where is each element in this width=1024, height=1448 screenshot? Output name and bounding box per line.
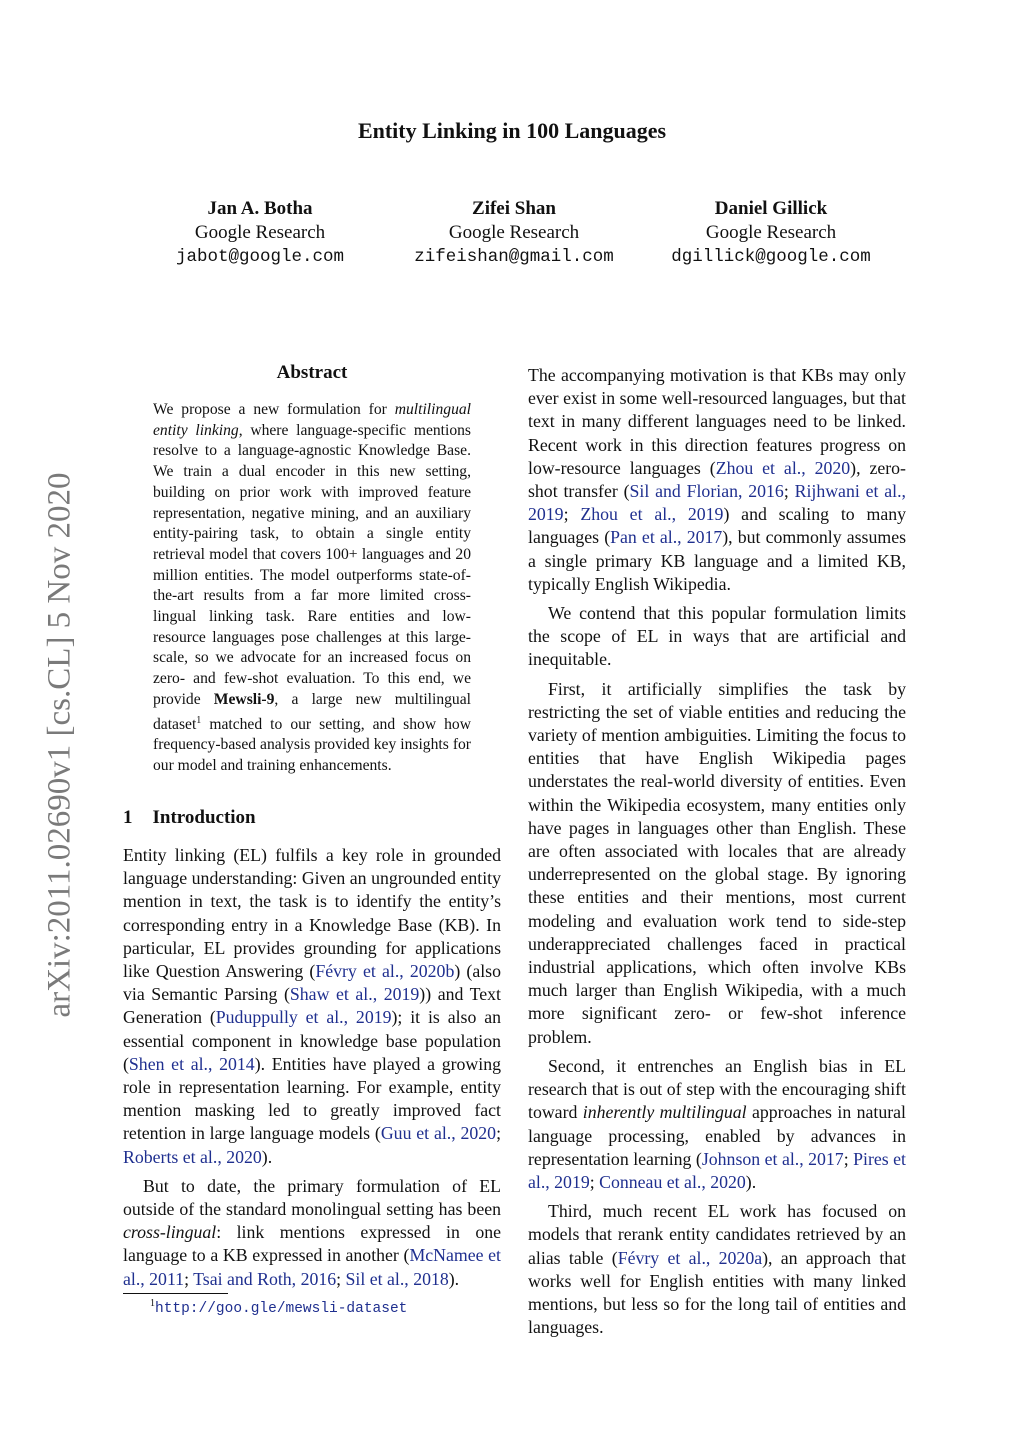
citation-link[interactable]: Zhou et al., 2019 bbox=[580, 504, 724, 525]
author-affiliation: Google Research bbox=[448, 222, 580, 243]
citation-link[interactable]: Zhou et al., 2020 bbox=[715, 457, 851, 478]
citation-link[interactable]: Shaw et al., 2019 bbox=[289, 984, 420, 1005]
section-heading: 1 Introduction bbox=[123, 807, 256, 828]
footnote-url[interactable]: http://goo.gle/mewsli-dataset bbox=[155, 1300, 408, 1317]
citation-link[interactable]: McNamee et al., 2011 bbox=[123, 1245, 501, 1289]
paragraph: The accompanying motivation is that KBs may only ever exist in some well-resourced languages, but that text in many different languages need to be linked. Recent work in this direction features progress on low-resource languages (Zhou et al., 2020), zero-shot transfer (Sil and Florian, 2016; Rijhwani et al., 2019; Zhou et al., 2019) and scaling to many languages (Pan et al., 2017), but commonly assumes a single primary KB language and a limited KB, typically English Wikipedia. bbox=[528, 365, 907, 594]
citation-link[interactable]: Pan et al., 2017 bbox=[610, 527, 723, 548]
citation-link[interactable]: Roberts et al., 2020 bbox=[123, 1146, 262, 1167]
paper-title: Entity Linking in 100 Languages bbox=[357, 118, 667, 143]
citation-link[interactable]: Févry et al., 2020a bbox=[617, 1247, 763, 1268]
citation-link[interactable]: Févry et al., 2020b bbox=[315, 961, 455, 982]
paragraph: Second, it entrenches an English bias in EL research that is out of step with the encouraging shift toward inherently multilingual approaches in natural language processing, enabled by advances in representation learning (Johnson et al., 2017; Pires et al., 2019; Conneau et al., 2020). bbox=[528, 1055, 906, 1192]
author-name: Zifei Shan bbox=[472, 198, 556, 219]
citation-link[interactable]: Guu et al., 2020 bbox=[380, 1123, 497, 1144]
citation-link[interactable]: Shen et al., 2014 bbox=[128, 1053, 255, 1074]
author-email: zifeishan@gmail.com bbox=[414, 247, 614, 267]
paragraph: Third, much recent EL work has focused on models that rerank entity candidates retrieved by an alias table (Févry et al., 2020a), an approach that works well for English entities with many linked mentions, but less so for the long tail of entities and languages. bbox=[528, 1201, 907, 1338]
paragraph: First, it artificially simplifies the task by restricting the set of viable entities and reducing the variety of mention ambiguities. Limiting the focus to entities that have English Wikipedia pages understates the real-world diversity of entities. Even within the Wikipedia ecosystem, many entities only have pages in languages other than English. These are often associated with locales that are already underrepresented on the global stage. By ignoring these entities and their mentions, most current modeling and evaluation work tend to side-step underappreciated challenges faced in practical industrial applications, which often involve KBs much larger than English Wikipedia, with a much more significant zero- or few-shot inference problem. bbox=[528, 678, 906, 1047]
citation-link[interactable]: Puduppully et al., 2019 bbox=[215, 1007, 392, 1028]
author-affiliation: Google Research bbox=[705, 222, 837, 243]
author-email: dgillick@google.com bbox=[671, 247, 871, 267]
footnote-marker: 1 bbox=[196, 714, 202, 726]
citation-link[interactable]: Johnson et al., 2017 bbox=[701, 1148, 844, 1169]
paragraph: We contend that this popular formulation limits the scope of EL in ways that are artificial and inequitable. bbox=[528, 603, 906, 670]
author-affiliation: Google Research bbox=[194, 222, 326, 243]
abstract-body: We propose a new formulation for multilingual entity linking, where language-specific mentions resolve to a language-agnostic Knowledge Base. We train a dual encoder in this new setting, building on prior work with improved feature representation, negative mining, and an auxiliary entity-pairing task, to obtain a single entity retrieval model that covers 100+ languages and 20 million entities. The model outperforms state-of-the-art results from a far more limited cross-lingual linking task. Rare entities and low-resource languages pose challenges at this large-scale, so we advocate for an increased focus on zero- and few-shot evaluation. To this end, we provide Mewsli-9, a large new multilingual dataset$^1$ matched to our setting, and show how frequency-based analysis provided key insights for our model and training enhancements. bbox=[153, 401, 471, 775]
author-3 bbox=[631, 197, 911, 269]
right-column bbox=[528, 364, 906, 1345]
citation-link[interactable]: Tsai and Roth, 2016 bbox=[193, 1268, 337, 1289]
citation-link[interactable]: Conneau et al., 2020 bbox=[599, 1171, 746, 1192]
arxiv-stamp: arXiv:2011.02690v1 [cs.CL] 5 Nov 2020 bbox=[41, 472, 78, 1018]
citation-link[interactable]: Pires et al., 2019 bbox=[528, 1148, 906, 1192]
author-name: Daniel Gillick bbox=[714, 198, 828, 219]
citation-link[interactable]: Sil and Florian, 2016 bbox=[629, 481, 784, 502]
left-column bbox=[123, 844, 501, 1297]
paragraph: Entity linking (EL) fulfils a key role in grounded language understanding: Given an ungrounded entity mention in text, the task is to identify the entity’s corresponding entry in a Knowledge Base (KB). In particular, EL provides grounding for applications like Question Answering (Févry et al., 2020b) (also via Semantic Parsing (Shaw et al., 2019)) and Text Generation (Puduppully et al., 2019); it is also an essential component in knowledge base population (Shen et al., 2014). Entities have played a growing role in representation learning. For example, entity mention masking led to greatly improved fact retention in large language models (Guu et al., 2020; Roberts et al., 2020). bbox=[123, 845, 502, 1167]
author-name: Jan A. Botha bbox=[207, 198, 313, 219]
footnote-rule bbox=[123, 1293, 228, 1294]
author-email: jabot@google.com bbox=[175, 247, 345, 267]
author-1 bbox=[120, 197, 400, 269]
paragraph: But to date, the primary formulation of EL outside of the standard monolingual setting has been cross-lingual: link mentions expressed in one language to a KB expressed in another (McNamee et al., 2011; Tsai and Roth, 2016; Sil et al., 2018). bbox=[123, 1175, 501, 1289]
abstract-heading: Abstract bbox=[276, 362, 348, 383]
citation-link[interactable]: Sil et al., 2018 bbox=[345, 1268, 449, 1289]
citation-link[interactable]: Rijhwani et al., 2019 bbox=[528, 481, 906, 525]
footnote: $^1$http://goo.gle/mewsli-dataset bbox=[150, 1298, 408, 1317]
author-2 bbox=[374, 197, 654, 269]
